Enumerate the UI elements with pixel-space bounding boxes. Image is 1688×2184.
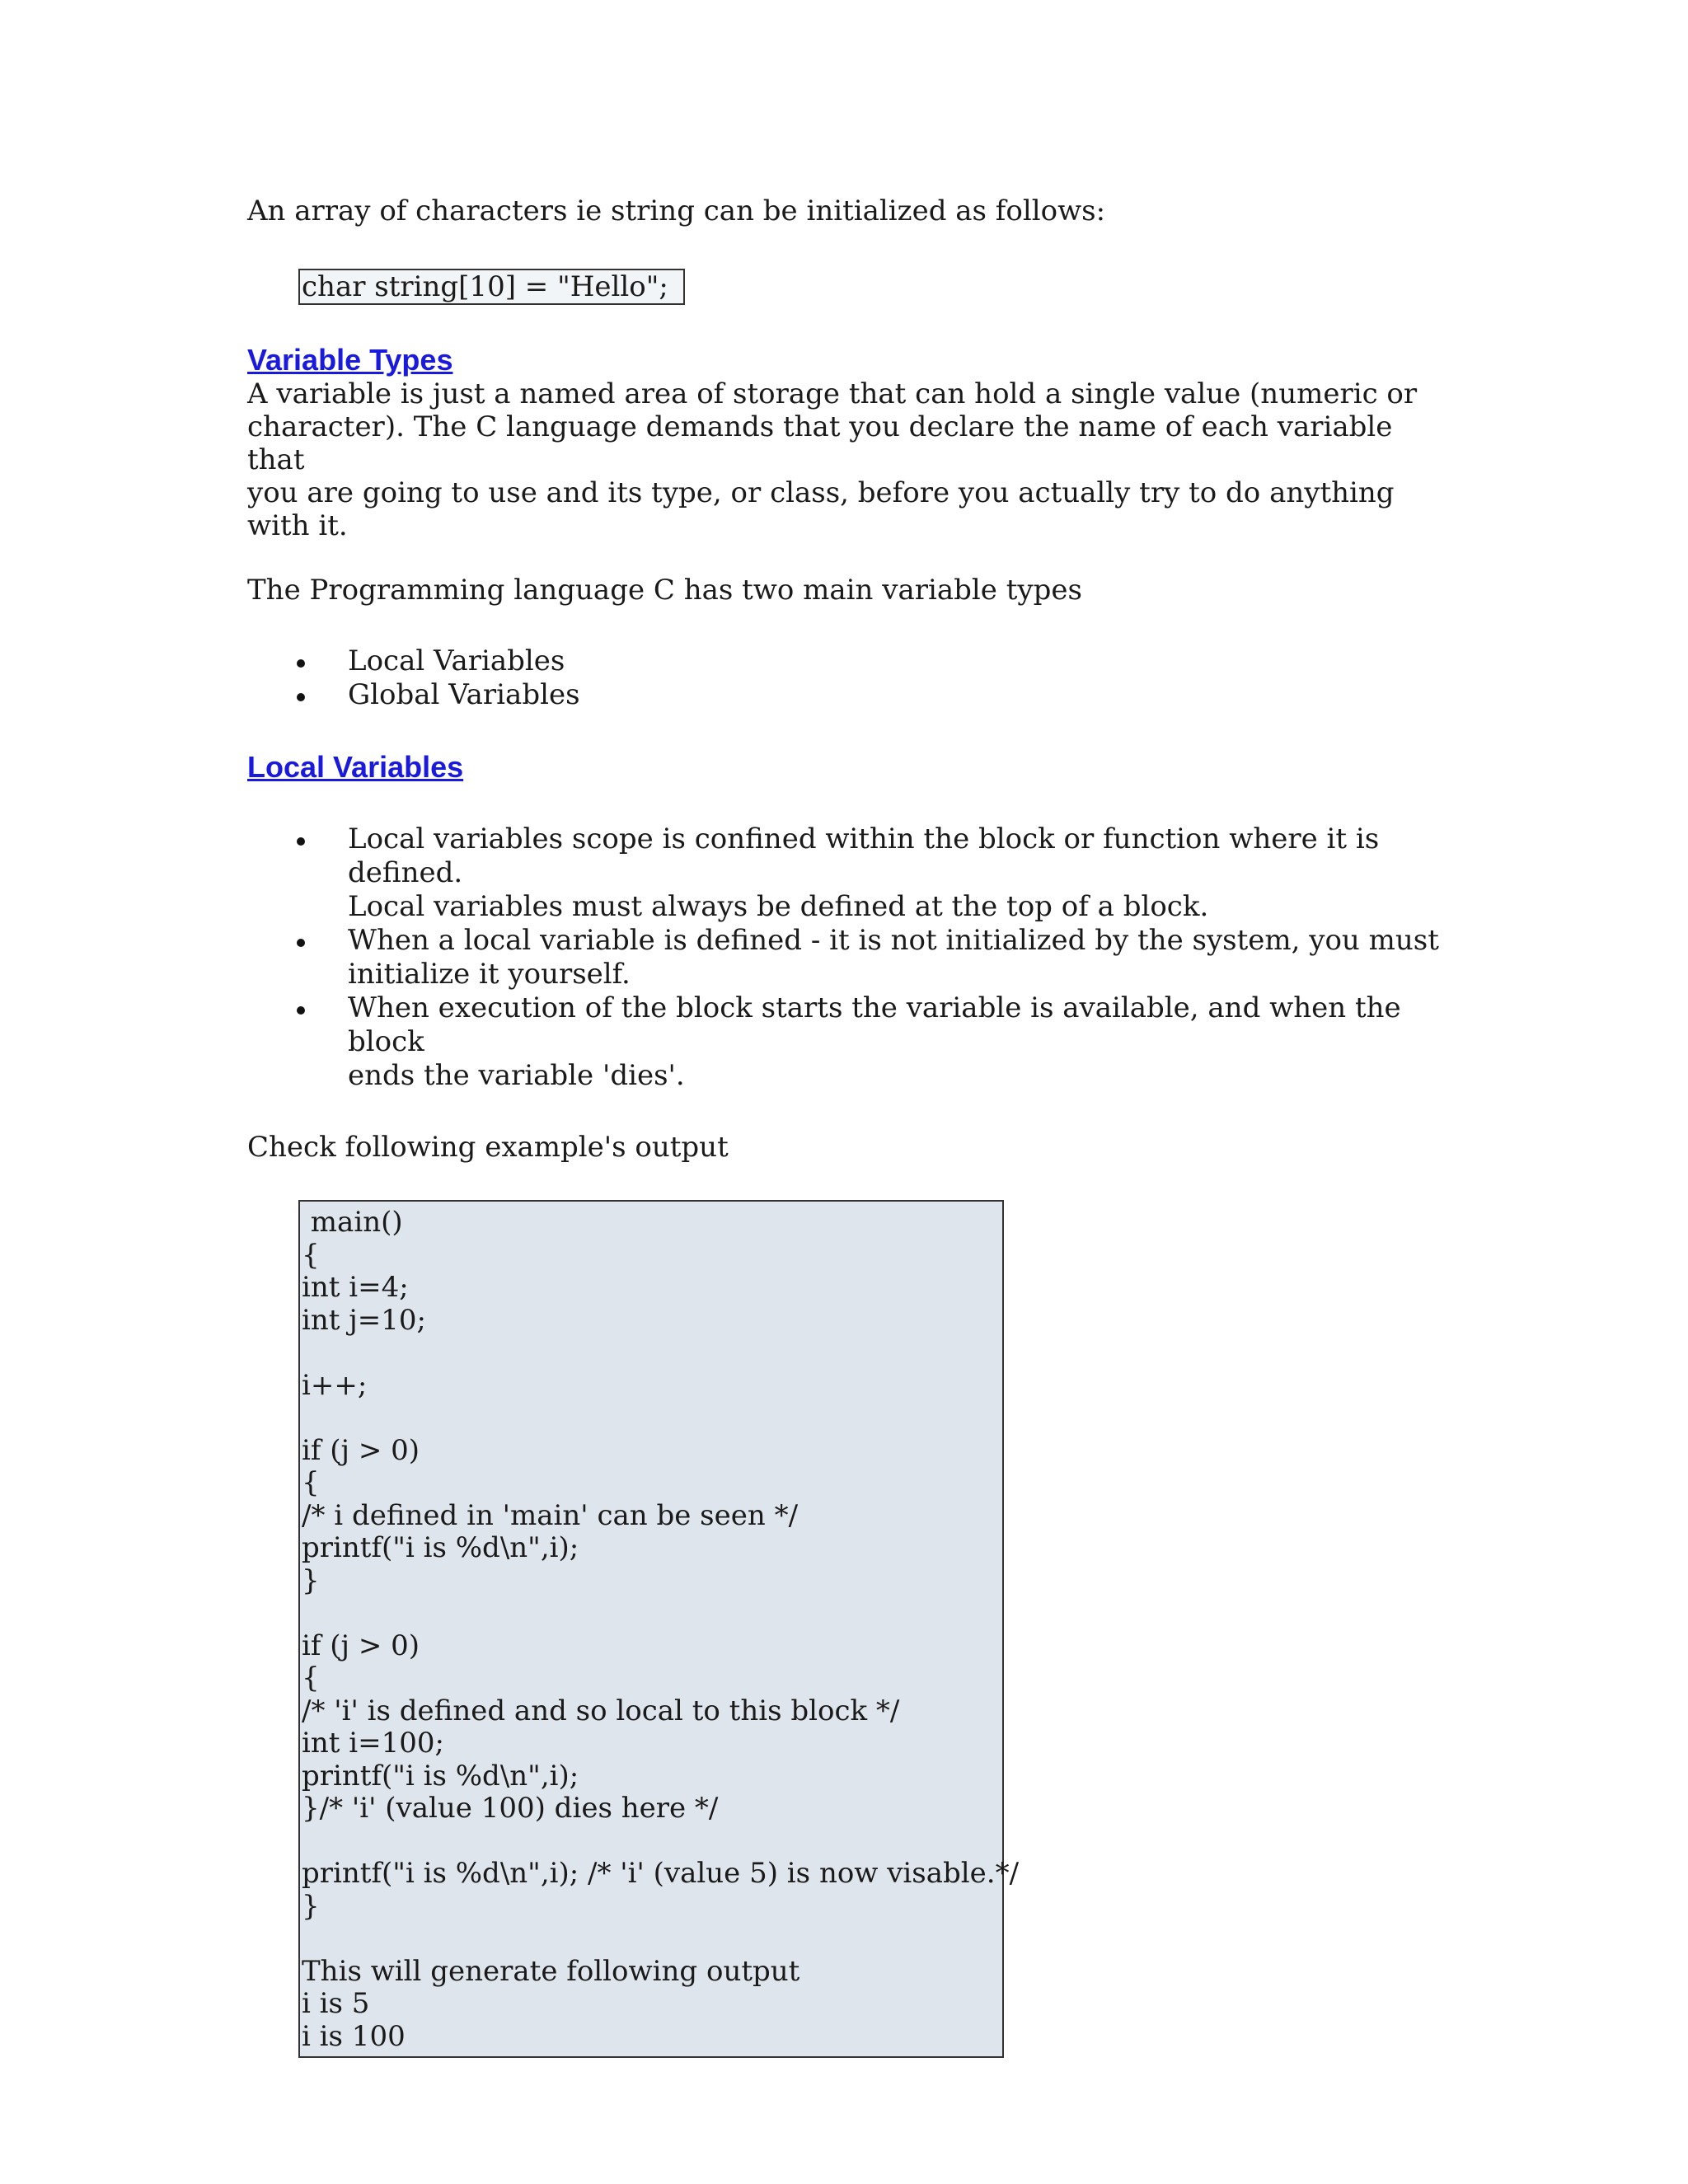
code-line: printf("i is %d\n",i); [302, 1531, 579, 1564]
code-line: int i=100; [302, 1727, 444, 1760]
code-line: if (j > 0) [302, 1433, 420, 1467]
list-item: Global Variables [247, 678, 1451, 712]
bullet-icon [297, 1006, 305, 1015]
code-line: int j=10; [302, 1303, 426, 1337]
code-line: }/* 'i' (value 100) dies here */ [302, 1792, 719, 1825]
variable-types-lead: The Programming language C has two main variable types [247, 574, 1082, 607]
variable-types-list [247, 644, 1451, 712]
heading-variable-types[interactable]: Variable Types [247, 343, 453, 377]
code-line [300, 1597, 1002, 1630]
bullet-icon [297, 693, 305, 701]
code-line [300, 1923, 1002, 1956]
code-line: This will generate following output [302, 1954, 800, 1988]
bullet-icon [297, 939, 305, 947]
code-line: i++; [302, 1368, 368, 1402]
heading-local-variables[interactable]: Local Variables [247, 750, 464, 784]
document-page [247, 194, 1451, 2058]
code-line: /* i defined in 'main' can be seen */ [302, 1498, 799, 1532]
code-line: main() [302, 1206, 403, 1239]
local-variables-list [247, 823, 1451, 1093]
example-lead: Check following example's output [247, 1131, 729, 1164]
intro-text: An array of characters ie string can be initialized as follows: [247, 194, 1106, 227]
variable-types-paragraph: A variable is just a named area of storage that can hold a single value (numeric or character). The C language demands that you declare the name of each variable that you are going to use and its type, or class, before you actually try to do anything with it. [247, 377, 1418, 542]
code-line [300, 1402, 1002, 1435]
code-line: printf("i is %d\n",i); [302, 1759, 579, 1793]
code-line: { [302, 1661, 320, 1694]
code-line: i is 100 [302, 2019, 406, 2053]
code-line [300, 1825, 1002, 1858]
code-line: { [302, 1466, 320, 1499]
code-line: if (j > 0) [302, 1629, 420, 1662]
code-line: } [302, 1563, 320, 1597]
code-line [300, 1337, 1002, 1370]
list-item: When execution of the block starts the variable is available, and when the block ends the variable 'dies'. [247, 991, 1451, 1093]
list-item: Local variables scope is confined within the block or function where it is defined. Local variables must always be defined at the top of a block. [247, 823, 1451, 924]
inline-code-snippet: char string[10] = "Hello"; [298, 269, 685, 305]
code-line: { [302, 1238, 320, 1272]
code-line: printf("i is %d\n",i); /* 'i' (value 5) is now visable.*/ [302, 1857, 1020, 1890]
bullet-icon [297, 659, 305, 668]
code-line: int i=4; [302, 1271, 409, 1304]
code-line: i is 5 [302, 1987, 370, 2020]
list-item: Local Variables [247, 644, 1451, 678]
code-line: } [302, 1889, 320, 1923]
bullet-icon [297, 837, 305, 846]
code-example-box [298, 1200, 1020, 2058]
list-item: When a local variable is defined - it is not initialized by the system, you must initialize it yourself. [247, 924, 1451, 991]
code-line: /* 'i' is defined and so local to this block */ [302, 1694, 900, 1727]
